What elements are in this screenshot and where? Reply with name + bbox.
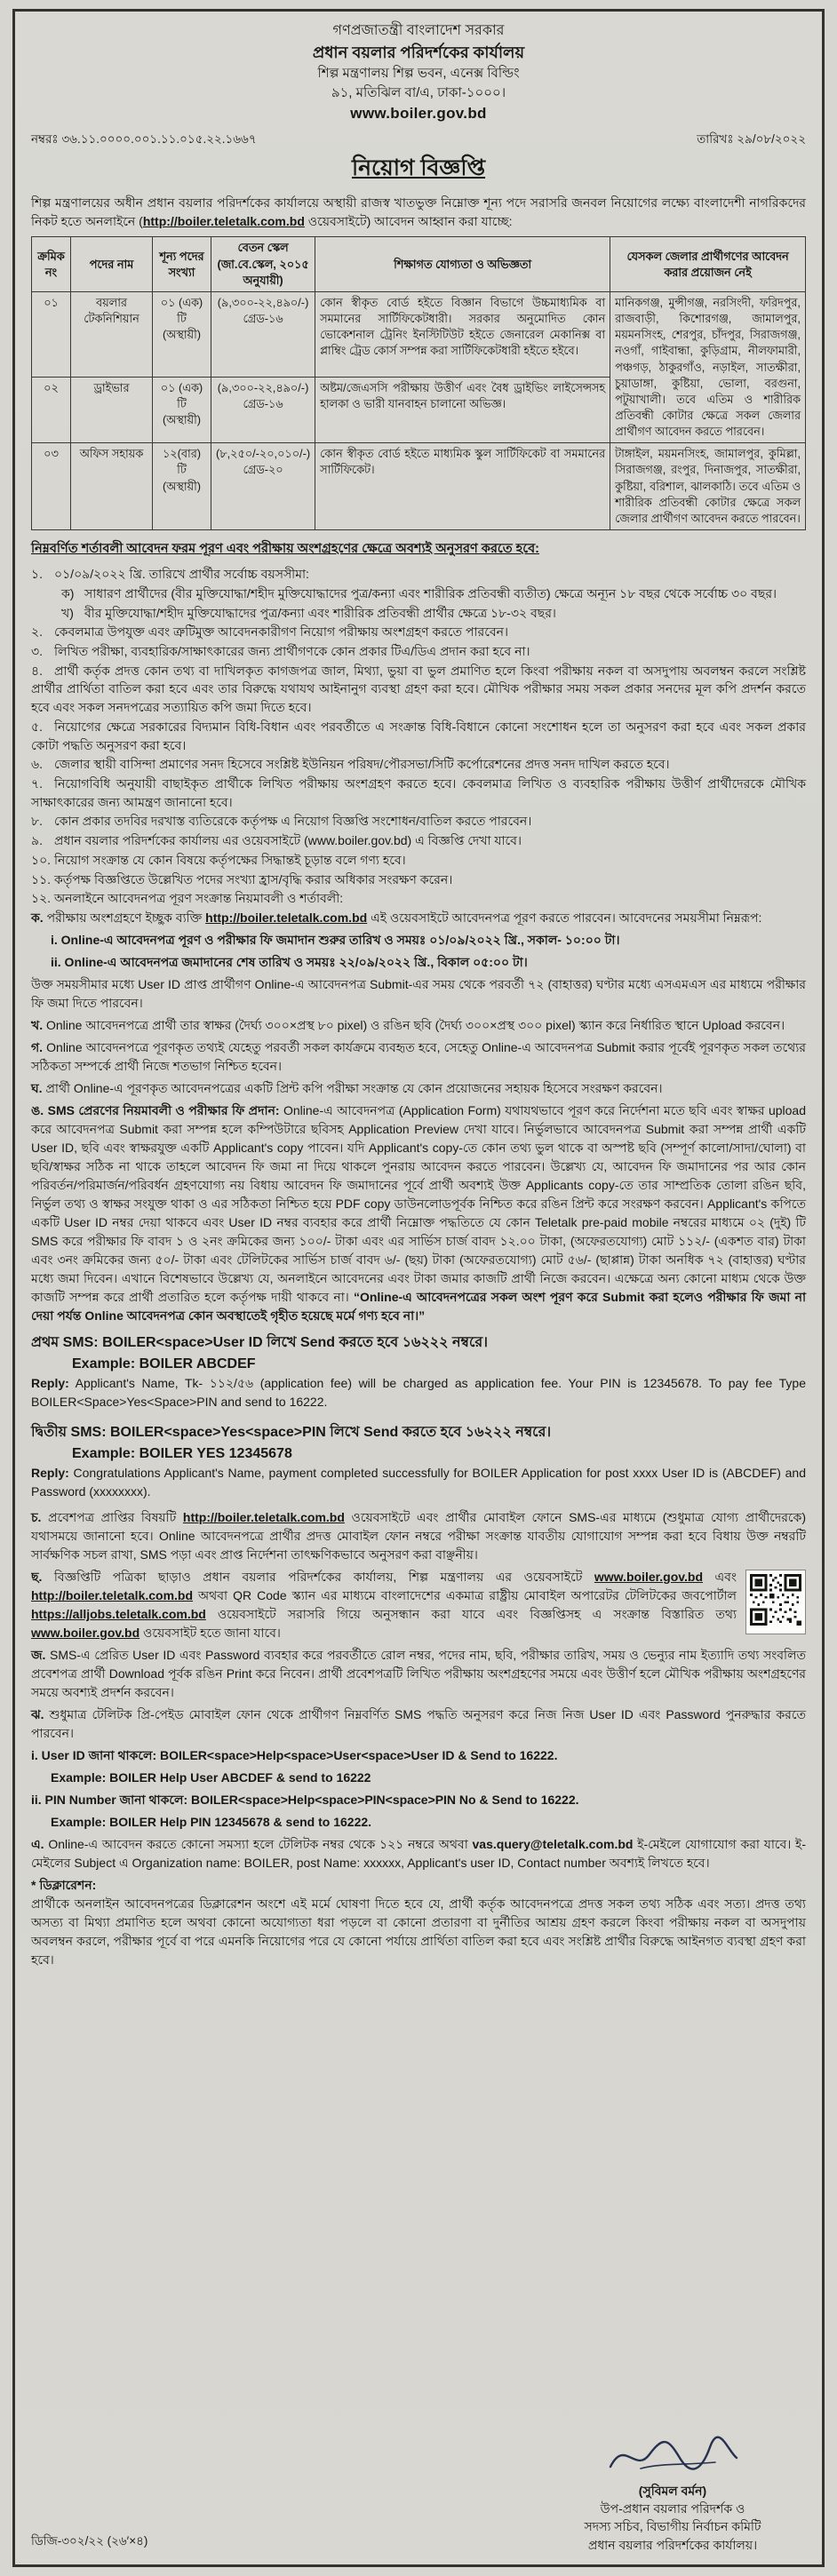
conditions-heading: নিম্নবর্ণিত শর্তাবলী আবেদন ফরম পূরণ এবং পরীক্ষায় অংশগ্রহণের ক্ষেত্রে অবশ্যই অনুসরণ করতে হবে: (31, 542, 540, 557)
para-ka (31, 909, 806, 927)
intro-text-after: ওয়েবসাইটে) আবেদন আহ্বান করা যাচ্ছে: (304, 214, 513, 229)
para-text: Online-এ আবেদন করতে কোনো সমস্যা হলে টেলিটক নম্বর থেকে ১২১ নম্বরে অথবা (48, 1837, 473, 1852)
condition-item (31, 889, 806, 908)
para-cha (31, 1508, 806, 1564)
intro-text: শিল্প মন্ত্রণালয়ের অধীন প্রধান বয়লার পরিদর্শকের কার্যালয়ে অস্থায়ী রাজস্ব খাতভুক্ত নিম্নোক্ত শূন্য পদে সরাসরি জনবল নিয়োগের লক্ষ্যে বাংলাদেশী নাগরিকদের নিকট হতে অনলাইনে ( (31, 195, 806, 229)
letterhead (31, 20, 806, 124)
para-e (31, 1835, 806, 1872)
memo-date: তারিখঃ ২৯/০৮/২০২২ (697, 132, 806, 147)
support-email: vas.query@teletalk.com.bd (472, 1837, 634, 1852)
condition-text: কর্তৃপক্ষ বিজ্ঞপ্তিতে উল্লেখিত পদের সংখ্যা হ্রাস/বৃদ্ধি করার অধিকার সংরক্ষণ করেন। (54, 871, 453, 886)
col-excluded-districts: যেসকল জেলার প্রার্থীগণের আবেদন করার প্রয়োজন নেই (610, 237, 806, 291)
post-cell: অফিস সহায়ক (71, 443, 153, 530)
scale-cell: (৯,৩০০-২২,৪৯০/-) গ্রেড-১৬ (211, 291, 315, 377)
count-cell: ০১ (এক) টি (অস্থায়ী) (153, 378, 211, 443)
first-sms-line (31, 1331, 806, 1355)
condition-number: ৯. (31, 833, 43, 848)
condition-item (31, 851, 806, 870)
condition-text: জেলার স্থায়ী বাসিন্দা প্রমাণের সনদ হিসেবে সংশ্লিষ্ট ইউনিয়ন পরিষদ/পৌরসভা/সিটি কর্পোরেশনের প্রদত্ত সনদ দাখিল করতে হবে। (54, 757, 670, 772)
para-text: শুধুমাত্র টেলিটক প্রি-পেইড মোবাইল ফোন থেকে প্রার্থীগণ নিম্নবর্ণিত SMS পদ্ধতি অনুসরণ করে নিজ নিজ User ID এবং Password পুনরুদ্ধার করতে পারবেন। (31, 1707, 807, 1741)
condition-number: ১. (31, 567, 43, 582)
memo-row (31, 130, 806, 150)
condition-item (31, 662, 806, 717)
condition-text: ০১/০৯/২০২২ খ্রি. তারিখে প্রার্থীর সর্বোচ্চ বয়সসীমা: (54, 567, 309, 582)
first-sms-example: Example: BOILER ABCDEF (72, 1356, 256, 1372)
condition-text: নিয়োগ সংক্রান্ত যে কোন বিষয়ে কর্তৃপক্ষের সিদ্ধান্তই চূড়ান্ত বলে গণ্য হবে। (54, 852, 406, 867)
signer-title-2: সদস্য সচিব, বিভাগীয় নির্বাচন কমিটি (584, 2519, 761, 2534)
condition-number: ৭. (31, 775, 43, 791)
condition-text: সাধারণ প্রার্থীদের (বীর মুক্তিযোদ্ধা/শহীদ মুক্তিযোদ্ধাদের পুত্র/কন্যা এবং শারীরিক প্রতিবন্ধী ব্যতীত) ক্ষেত্রে অন্যূন ১৮ বছর থেকে সর্বোচ্চ ৩০ বছর। (84, 585, 777, 600)
condition-text: নিয়োগের ক্ষেত্রে সরকারের বিদ্যমান বিধি-বিধান এবং পরবর্তীতে এ সংক্রান্ত বিধি-বিধানে কোনো সংশোধন হলে তা অনুসরণ করা হবে এবং সকল প্রকার কোটা পদ্ধতি অনুসরণ করা হবে। (31, 719, 806, 752)
para-uno (31, 1101, 806, 1325)
para-ga (31, 1038, 806, 1076)
para-text: বিজ্ঞপ্তিটি পত্রিকা ছাড়াও প্রধান বয়লার পরিদর্শকের কার্যালয়, শিল্প মন্ত্রণালয় এর ওয়েবসাইটে (53, 1570, 594, 1585)
condition-item (31, 642, 806, 661)
apply-start-date-line: i. Online-এ আবেদনপত্র পূরণ ও পরীক্ষার ফি জমাদান শুরুর তারিখ ও সময়ঃ ০১/০৯/২০২২ খ্রি., সকাল- ১০:০০ টা। (51, 933, 620, 948)
para-text: Online-এ আবেদনপত্র (Application Form) যথাযথভাবে পূরণ করে নির্দেশনা মতে ছবি এবং স্বাক্ষর upload করে আবেদনপত্র Submit করা সম্পন্ন হলে কম্পিউটারে ছবিসহ Application Preview দেখা যাবে। নির্ভুলভাবে আবেদনপত্র Submit করা সম্পন্ন প্রার্থী একটি User ID, ছবি এবং স্বাক্ষরযুক্ত একটি Applicant's copy পাবেন। যদি Applicant's copy-তে কোন তথ্য ভুল থাকে বা অস্পষ্ট ছবি (সম্পূর্ণ কালো/সাদা/ঘোলা) বা ছবি/স্বাক্ষর সঠিক না থাকে তাহলে আবেদন ফি জমা না দিয়ে থাকলে পুনরায় আবেদন করতে পারবেন। উল্লেখ্য যে, আবেদন ফি জমাদানের পর আর কোন পরিবর্তন/পরিমার্জন/পরিবর্ধন গ্রহণযোগ্য নয় বিধায় আবেদন ফি জমাদানের পূর্বে প্রার্থী অবশ্যই উক্ত Applicants copy-তে তার সাম্প্রতিক তোলা রঙিন ছবি, নির্ভুল তথ্য ও স্বাক্ষর সংযুক্ত থাকা ও এর সঠিকতা নিশ্চিত হয়ে PDF copy ডাউনলোডপূর্বক নিশ্চিত করে রঙিন প্রিন্ট করে সংরক্ষণ করবেন। Applicant's কপিতে একটি User ID নম্বর দেয়া থাকবে এবং User ID নম্বর ব্যবহার করে প্রার্থী নিম্নোক্ত পদ্ধতিতে যে কোন Teletalk pre-paid mobile নম্বরের মাধ্যমে ০২ (দুই) টি SMS করে পরীক্ষার ফি বাবদ ১ ও ২নং ক্রমিকের জন্য ১০০/- টাকা এবং এর সার্ভিস চার্জ বাবদ ১২.০০ টাকা, (অফেরতযোগ্য) মোট ১১২/- (একশত বার) টাকা এবং ৩নং ক্রমিকের জন্য ৫০/- টাকা এবং টেলিটকের সার্ভিস চার্জ বাবদ ৬/- (ছয়) টাকা (অফেরতযোগ্য) মোট ৫৬/- (ছাপ্পান্ন) টাকা অনধিক ৭২ (বাহাত্তর) ঘণ্টার মধ্যে জমা দিবেন। এখানে বিশেষভাবে উল্লেখ্য যে, অনলাইনে আবেদনের এবং টাকা জমার কাজটি প্রার্থী নিজে করবেন। এক্ষেত্রে অন্য কোনো মাধ্যম থেকে উক্ত কাজটি সম্পন্ন করে প্রার্থী প্রতারিত হলে কর্তৃপক্ষ দায়ী থাকবে না। (31, 1103, 807, 1305)
para-gha (31, 1079, 806, 1098)
condition-text: লিখিত পরীক্ষা, ব্যবহারিক/সাক্ষাৎকারের জন্য প্রার্থীগণকে কোন প্রকার টিএ/ডিএ প্রদান করা হবে না। (54, 643, 530, 658)
first-sms-reply: Reply: Applicant's Name, Tk- ১১২/৫৬ (application fee) will be charged as application fee. Your PIN is 12345678. To pay fee Type BOILER<Space>Yes<Space>PIN and send to 16222. (31, 1376, 806, 1410)
condition-number: খ) (61, 605, 74, 620)
fee-warning-quote: “Online-এ আবেদনপত্রের সকল অংশ পূরণ করে Submit করা হলেও পরীক্ষার ফি জমা না দেয়া পর্যন্ত Online আবেদনপত্র কোন অবস্থাতেই গৃহীত হয়েছে মর্মে গণ্য হবে না।” (31, 1290, 806, 1324)
condition-text: প্রধান বয়লার পরিদর্শকের কার্যালয় এর ওয়েবসাইটে (www.boiler.gov.bd) এ বিজ্ঞপ্তি দেখা যাবে। (54, 833, 522, 848)
website-line: www.boiler.gov.bd (350, 104, 487, 122)
intro-paragraph (31, 194, 806, 231)
application-url: http://boiler.teletalk.com.bd (182, 1510, 345, 1525)
col-scale: বেতন স্কেল (জা.বে.স্কেল, ২০১৫ অনুযায়ী) (211, 237, 315, 291)
application-url: http://boiler.teletalk.com.bd (205, 910, 368, 926)
boiler-website-url: www.boiler.gov.bd (31, 1626, 140, 1641)
para-text: প্রার্থী Online-এ পূরণকৃত আবেদনপত্রের একটি প্রিন্ট কপি পরীক্ষা সংক্রান্ত যে কোন প্রয়োজনের সহায়ক হিসেবে সংরক্ষণ করবেন। (45, 1081, 663, 1096)
qualification-cell: কোন স্বীকৃত বোর্ড হইতে মাধ্যমিক স্কুল সার্টিফিকেট বা সমমানের সার্টিফিকেট। (315, 443, 610, 530)
condition-item (31, 755, 806, 774)
scale-cell: (৮,২৫০/-২০,০১০/-) গ্রেড-২০ (211, 443, 315, 530)
scale-cell: (৯,৩০০-২২,৪৯০/-) গ্রেড-১৬ (211, 378, 315, 443)
section-label-chha: ছ. (31, 1570, 43, 1585)
condition-text: প্রার্থী কর্তৃক প্রদত্ত কোন তথ্য বা দাখিলকৃত কাগজপত্র জাল, মিথ্যা, ভুয়া বা ভুল প্রমাণিত হলে কিংবা পরীক্ষায় নকল বা অসদুপায় অবলম্বন করলে সংশ্লিষ্ট প্রার্থীর প্রার্থিতা বাতিল করা হবে এবং তার বিরুদ্ধে যথাযথ আইনানুগ ব্যবস্থা গ্রহণ করা হবে। মৌখিক পরীক্ষার সময় সকল প্রকার সনদের মূল কপি প্রদর্শন করতে হবে এবং সকল সনদপত্রের সত্যায়িত কপি জমা দিতে হবে। (31, 663, 806, 715)
post-cell: ড্রাইভার (71, 378, 153, 443)
section-label-gha: ঘ. (31, 1081, 43, 1096)
serial-cell: ০১ (32, 291, 71, 377)
alljobs-url: https://alljobs.teletalk.com.bd (31, 1607, 206, 1622)
count-cell: ০১ (এক) টি (অস্থায়ী) (153, 291, 211, 377)
sms-rules-subheading: SMS প্রেরণের নিয়মাবলী ও পরীক্ষার ফি প্রদান: (47, 1103, 280, 1118)
para-text: Online আবেদনপত্রে পূরণকৃত তথ্যই যেহেতু পরবর্তী সকল কার্যক্রমে ব্যবহৃত হবে, সেহেতু Online-এ আবেদনপত্র Submit করার পূর্বেই পূরণকৃত সকল তথ্যের সঠিকতা সম্পর্কে প্রার্থী নিজে শতভাগ নিশ্চিত হবেন। (31, 1040, 807, 1074)
condition-subitem (31, 604, 806, 623)
second-sms-label: দ্বিতীয় SMS: (31, 1425, 107, 1441)
districts-cell: টাঙ্গাইল, ময়মনসিংহ, জামালপুর, কুমিল্লা, সিরাজগঞ্জ, রংপুর, দিনাজপুর, সাতক্ষীরা, কুষ্টিয়া, বরিশাল, ঝালকাঠি। তবে এতিম ও শারীরিক প্রতিবন্ধী কোটার ক্ষেত্রে সকল জেলার প্রার্থীগণ আবেদন করতে পারবেন। (610, 443, 806, 530)
condition-number: ক) (61, 585, 75, 600)
qr-code (745, 1570, 806, 1634)
condition-number: ৮. (31, 814, 43, 829)
condition-number: ৪. (31, 663, 43, 678)
para-kha (31, 1016, 806, 1035)
section-label-cha: চ. (31, 1510, 42, 1525)
serial-cell: ০৩ (32, 443, 71, 530)
para-jha (31, 1705, 806, 1743)
help-pin-example: Example: BOILER Help PIN 12345678 & send to 16222. (51, 1815, 372, 1830)
section-label-ja: জ. (31, 1648, 46, 1663)
first-sms-block (31, 1331, 806, 1415)
second-sms-reply: Reply: Congratulations Applicant's Name, payment completed successfully for BOILER Application for post xxxx User ID is (ABCDEF) and Password (xxxxxxxx). (31, 1466, 807, 1499)
para-text: এবং (703, 1570, 737, 1585)
qualification-cell: অষ্টম/জেএসসি পরীক্ষায় উত্তীর্ণ এবং বৈধ ড্রাইভিং লাইসেন্সসহ হালকা ও ভারী যানবাহন চালানো অভিজ্ঞ। (315, 378, 610, 443)
second-sms-format: BOILER<space>Yes<space>PIN লিখে Send করতে হবে ১৬২২২ নম্বরে। (110, 1425, 552, 1441)
notice-title: নিয়োগ বিজ্ঞপ্তি (351, 155, 486, 181)
ministry-line: শিল্প মন্ত্রণালয় শিল্প ভবন, এনেক্স বিল্ডিং (317, 66, 520, 82)
condition-item (31, 623, 806, 641)
para-text: SMS-এ প্রেরিত User ID এবং Password ব্যবহার করে পরবর্তীতে রোল নম্বর, পদের নাম, ছবি, পরীক্ষার তারিখ, সময় ও ভেন্যুর নাম ইত্যাদি তথ্য সংবলিত প্রবেশপত্র প্রার্থী Download পূর্বক রঙিন Print করে নিবেন। প্রার্থী প্রবেশপত্রটি লিখিত পরীক্ষায় অংশগ্রহণের সময়ে এবং উত্তীর্ণ হলে মৌখিক পরীক্ষায় অংশগ্রহণের সময়ে অবশ্যই প্রদর্শন করবেন। (31, 1648, 807, 1700)
print-reference-code: ডিজি-৩০২/২২ (২৬′×৪) (31, 2534, 148, 2548)
section-label-ga: গ. (31, 1040, 44, 1055)
condition-number: ১০. (31, 852, 52, 867)
signature-block (539, 2433, 806, 2554)
help-userid-line: i. User ID জানা থাকলে: BOILER<space>Help<space>User<space>User ID & Send to 16222. (31, 1748, 558, 1763)
signer-title-3: প্রধান বয়লার পরিদর্শকের কার্যালয়। (587, 2537, 758, 2552)
qualification-cell: কোন স্বীকৃত বোর্ড হইতে বিজ্ঞান বিভাগে উচ্চমাধ্যমিক বা সমমানের সার্টিফিকেটধারী। সরকার অনুমোদিত কোন ভোকেশনাল ট্রেনিং ইনস্টিটিউট হইতে জেনারেল মেকানিক্স বা প্লাম্বিং ট্রেড কোর্স সম্পন্ন করা সার্টিফিকেটধারী হইতে হইবে। (315, 291, 610, 377)
declaration-label: * ডিক্লারেশন: (31, 1878, 97, 1893)
condition-item (31, 775, 806, 811)
signer-name: (সুবিমল বর্মন) (638, 2483, 707, 2498)
col-count: শূন্য পদের সংখ্যা (153, 237, 211, 291)
government-line: গণপ্রজাতন্ত্রী বাংলাদেশ সরকার (332, 23, 505, 38)
section-label-kha: খ. (31, 1018, 44, 1033)
condition-subitem (31, 584, 806, 603)
apply-fee-note: উক্ত সময়সীমার মধ্যে User ID প্রাপ্ত প্রার্থীগণ Online-এ আবেদনপত্র Submit-এর সময় থেকে পরবর্তী ৭২ (বাহাত্তর) ঘণ্টার মধ্যে এসএমএস এর মাধ্যমে পরীক্ষার ফি জমা দিতে পারবেন। (31, 977, 806, 1011)
para-text: ওয়েবসাইটে সরাসরি গিয়ে অনুসন্ধান করা যাবে এবং বিজ্ঞপ্তিসহ এ সংক্রান্ত বিস্তারিত তথ্য (205, 1607, 737, 1622)
address-line: ৯১, মতিঝিল বা/এ, ঢাকা-১০০০। (331, 85, 506, 101)
apply-end-date-line: ii. Online-এ আবেদনপত্র জমাদানের শেষ তারিখ ও সময়ঃ ২২/০৯/২০২২ খ্রি., বিকাল ০৫:০০ টা। (51, 955, 528, 970)
first-sms-format: BOILER<space>User ID লিখে Send করতে হবে ১৬২২২ নম্বরে। (102, 1335, 488, 1351)
post-cell: বয়লার টেকনিশিয়ান (71, 291, 153, 377)
vacancy-table (31, 236, 806, 530)
second-sms-line (31, 1420, 806, 1444)
office-name: প্রধান বয়লার পরিদর্শকের কার্যালয় (312, 44, 525, 62)
serial-cell: ০২ (32, 378, 71, 443)
bottom-row (31, 2419, 806, 2554)
para-chha (31, 1568, 806, 1642)
para-text: ওয়েবসাইট হতে জানা যাবে। (140, 1626, 281, 1641)
condition-text: কোন প্রকার তদবির দরখাস্ত ব্যতিরেকে কর্তৃপক্ষ এ নিয়োগ বিজ্ঞপ্তি সংশোধন/বাতিল করতে পারবেন। (54, 814, 532, 829)
table-row (32, 291, 806, 377)
signature-image (539, 2433, 806, 2484)
declaration-paragraph (31, 1876, 806, 1969)
condition-text: বীর মুক্তিযোদ্ধা/শহীদ মুক্তিযোদ্ধাদের পুত্র/কন্যা এবং শারীরিক প্রতিবন্ধী প্রার্থীর ক্ষেত্রে ১৮-৩২ বছর। (84, 605, 556, 620)
signer-title-1: উপ-প্রধান বয়লার পরিদর্শক ও (600, 2501, 745, 2516)
condition-text: নিয়োগবিধি অনুযায়ী বাছাইকৃত প্রার্থীকে লিখিত পরীক্ষায় অংশগ্রহণ করতে হবে। কেবলমাত্র লিখিত ও ব্যবহারিক পরীক্ষায় উত্তীর্ণ প্রার্থীদেরকে মৌখিক সাক্ষাৎকারের জন্য আমন্ত্রণ জানানো হবে। (31, 775, 806, 809)
condition-number: ৩. (31, 643, 43, 658)
table-row (32, 443, 806, 530)
help-userid-example: Example: BOILER Help User ABCDEF & send to 16222 (51, 1770, 371, 1785)
para-ja (31, 1646, 806, 1702)
second-sms-example: Example: BOILER YES 12345678 (72, 1446, 292, 1462)
condition-number: ১২. (31, 891, 52, 906)
section-label-ka: ক. (31, 910, 44, 926)
section-label-jha: ঝ. (31, 1707, 44, 1722)
col-qualification: শিক্ষাগত যোগ্যতা ও অভিজ্ঞতা (315, 237, 610, 291)
condition-number: ২. (31, 624, 43, 640)
para-chha-wrap (31, 1568, 806, 1646)
memo-number: নম্বরঃ ৩৬.১১.০০০০.০০১.১১.০১৫.২২.১৬৬৭ (31, 132, 257, 147)
condition-number: ১১. (31, 871, 52, 886)
districts-cell: মানিকগঞ্জ, মুন্সীগঞ্জ, নরসিংদী, ফরিদপুর, রাজবাড়ী, কিশোরগঞ্জ, জামালপুর, ময়মনসিংহ, শেরপুর, চাঁদপুর, সিরাজগঞ্জ, নওগাঁ, গাইবান্ধা, কুড়িগ্রাম, নীলফামারী, পঞ্চগড়, ঠাকুরগাঁও, নড়াইল, সাতক্ষীরা, চুয়াডাঙ্গা, কুষ্টিয়া, ভোলা, বরগুনা, পটুয়াখালী। তবে এতিম ও শারীরিক প্রতিবন্ধী কোটার ক্ষেত্রে সকল জেলার প্রার্থীগণ আবেদন করতে পারবেন। (610, 291, 806, 442)
condition-item (31, 565, 806, 584)
second-sms-block (31, 1420, 806, 1505)
condition-item (31, 718, 806, 754)
help-pin-line: ii. PIN Number জানা থাকলে: BOILER<space>Help<space>PIN<space>PIN No & Send to 16222. (31, 1793, 579, 1808)
condition-item (31, 812, 806, 831)
table-header-row (32, 237, 806, 291)
count-cell: ১২(বার) টি (অস্থায়ী) (153, 443, 211, 530)
first-sms-label: প্রথম SMS: (31, 1335, 99, 1351)
col-serial: ক্রমিক নং (32, 237, 71, 291)
para-text: পরীক্ষায় অংশগ্রহণে ইচ্ছুক ব্যক্তি (46, 910, 206, 926)
condition-text: কেবলমাত্র উপযুক্ত এবং ত্রুটিমুক্ত আবেদনকারীগণ নিয়োগ পরীক্ষায় অংশগ্রহণ করতে পারবেন। (54, 624, 508, 640)
para-text: প্রবেশপত্র প্রাপ্তির বিষয়টি (48, 1510, 183, 1525)
condition-number: ৫. (31, 719, 43, 734)
condition-item (31, 831, 806, 850)
declaration-text: প্রার্থীকে অনলাইন আবেদনপত্রের ডিক্লারেশন অংশে এই মর্মে ঘোষণা দিতে হবে যে, প্রার্থী কর্তৃক আবেদনপত্রে প্রদত্ত সকল তথ্য সঠিক এবং সত্য। প্রদত্ত তথ্য অসত্য বা মিথ্যা প্রমাণিত হলে অথবা কোনো অযোগ্যতা ধরা পড়লে বা কোনো প্রতারণা বা দুর্নীতির আশ্রয় গ্রহণ করলে কিংবা পরীক্ষায় নকল বা অসদুপায় অবলম্বন করলে, পরীক্ষার পূর্বে বা পরে এমনকি নিয়োগের পরে যে কোনো পর্যায়ে প্রার্থিতা বাতিল করা হবে এবং সংশ্লিষ্ট প্রার্থীর বিরুদ্ধে আইনগত ব্যবস্থা গ্রহণ করা হবে। (31, 1896, 806, 1968)
condition-text: অনলাইনে আবেদনপত্র পূরণ সংক্রান্ত নিয়মাবলী ও শর্তাবলী: (54, 891, 344, 906)
condition-item (31, 871, 806, 889)
application-url: http://boiler.teletalk.com.bd (142, 214, 305, 229)
condition-number: ৬. (31, 757, 43, 772)
application-url: http://boiler.teletalk.com.bd (31, 1588, 194, 1603)
document-frame (12, 9, 825, 2567)
para-text: ই-মেইলে যোগাযোগ করা যাবে। ই-মেইলের Subject এ Organization name: BOILER, post Name: xxxxxx, Applicant's user ID, Contact number অবশ্যই লিখতে হবে। (31, 1837, 807, 1871)
para-text: ওয়েবসাইটে এবং প্রার্থীর মোবাইল ফোনে SMS-এর মাধ্যমে (শুধুমাত্র যোগ্য প্রার্থীদেরকে) যথাসময়ে জানানো হবে। Online আবেদনপত্রে প্রার্থীর প্রদত্ত মোবাইল ফোন নম্বরে পরীক্ষা সংক্রান্ত যাবতীয় যোগাযোগ সম্পন্ন করা হবে বিধায় উক্ত নম্বরটি সার্বক্ষণিক সচল রাখা, SMS পড়া এবং প্রাপ্ত নির্দেশনা তাৎক্ষণিকভাবে অনুসরণ করা বাঞ্ছনীয়। (31, 1510, 806, 1562)
para-text: Online আবেদনপত্রে প্রার্থী তার স্বাক্ষর (দৈর্ঘ্য ৩০০×প্রস্থ ৮০ pixel) ও রঙিন ছবি (দৈর্ঘ্য ৩০০×প্রস্থ ৩০০ pixel) স্ক্যান করে নির্ধারিত স্থানে Upload করবেন। (45, 1018, 785, 1033)
col-post: পদের নাম (71, 237, 153, 291)
section-label-uno: ঙ. (31, 1103, 44, 1118)
section-label-e: এ. (31, 1837, 44, 1852)
para-text: অথবা QR Code স্ক্যান এর মাধ্যমে বাংলাদেশের একমাত্র রাষ্ট্রীয় মোবাইল অপারেটর টেলিটকের জবপোর্টাল (193, 1588, 737, 1603)
para-text: এই ওয়েবসাইটে আবেদনপত্র পূরণ করতে পারবেন। আবেদনের সময়সীমা নিম্নরূপ: (367, 910, 762, 926)
boiler-website-url: www.boiler.gov.bd (594, 1570, 704, 1585)
